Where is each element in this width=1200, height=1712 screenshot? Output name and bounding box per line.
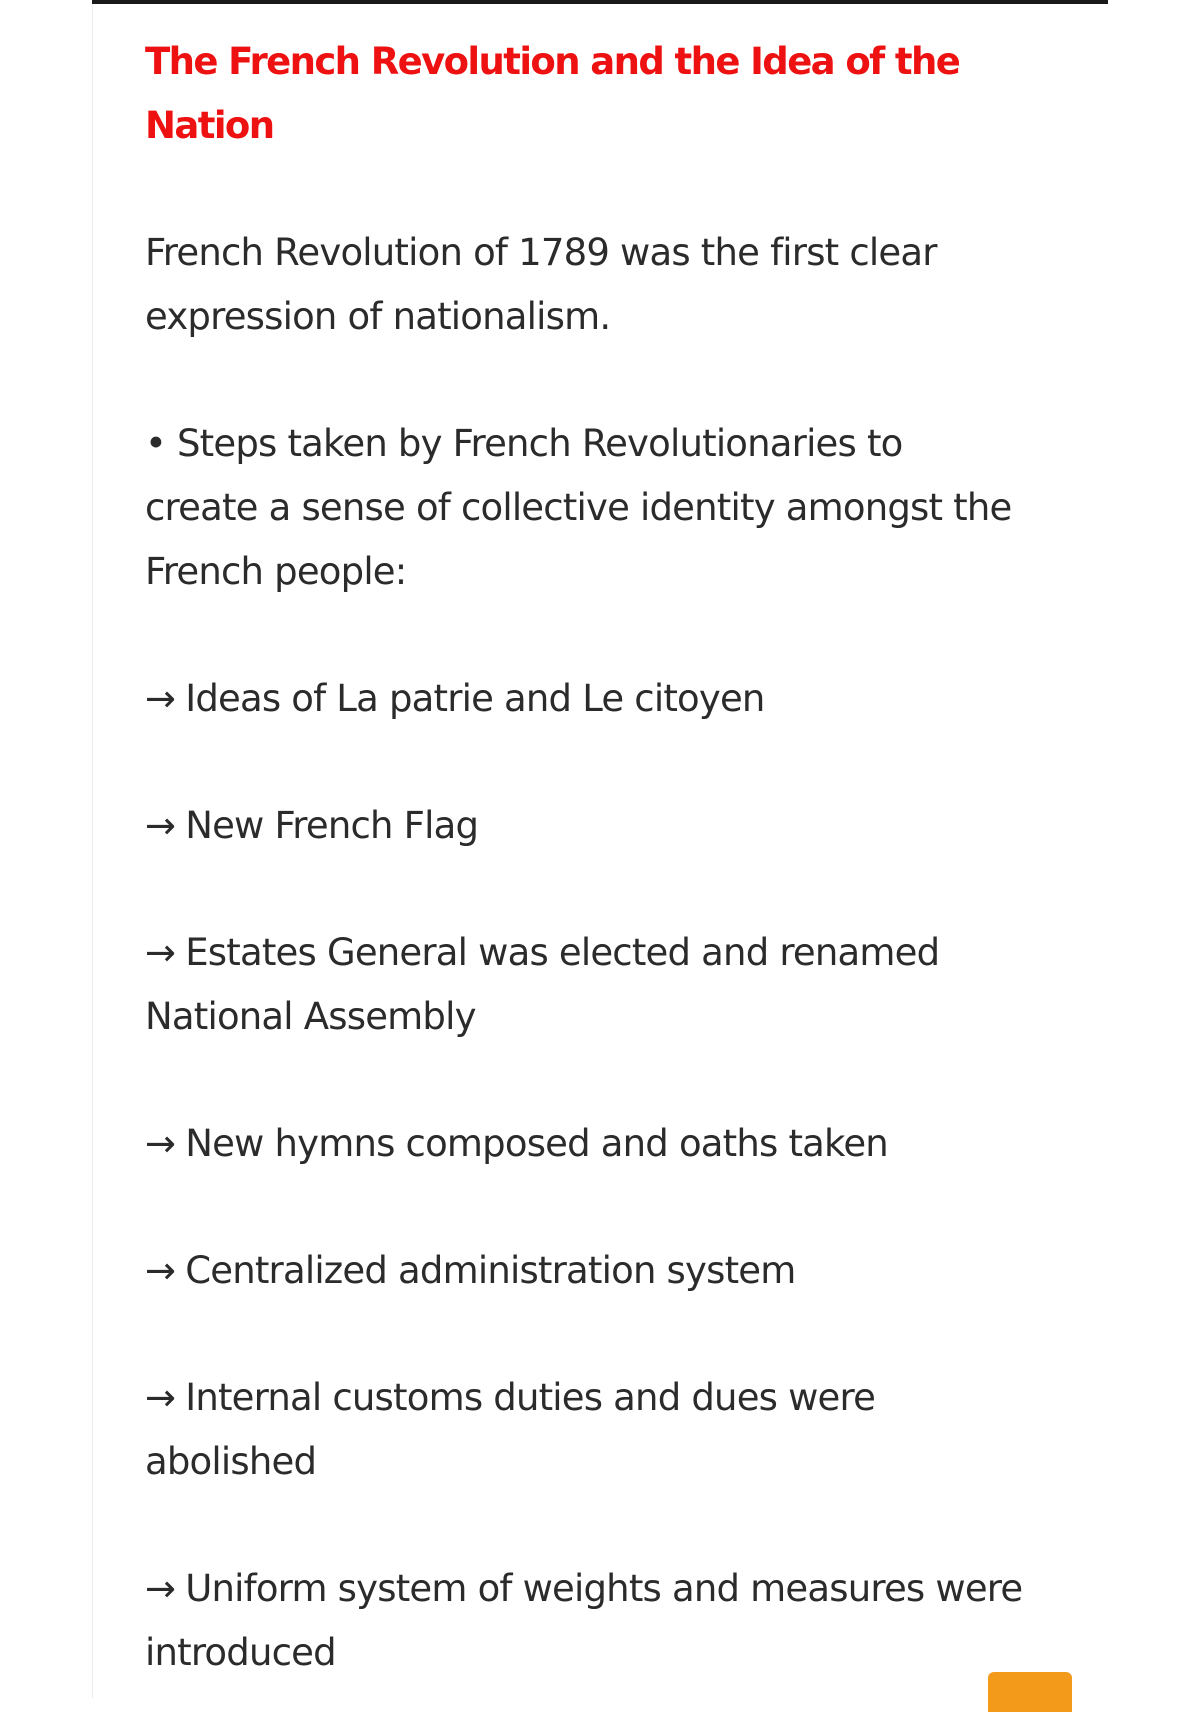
article-title: The French Revolution and the Idea of the Nation: [145, 40, 960, 147]
arrow-icon: →: [145, 1567, 176, 1610]
list-item-text: Uniform system of weights and measures were introduced: [145, 1567, 1023, 1674]
arrow-icon: →: [145, 1376, 176, 1419]
scroll-to-top-button[interactable]: [988, 1672, 1072, 1712]
list-item-text: Ideas of La patrie and Le citoyen: [185, 677, 765, 720]
list-item: [145, 1239, 1025, 1303]
arrow-icon: →: [145, 931, 176, 974]
intro-paragraph: French Revolution of 1789 was the first clear expression of nationalism.: [145, 231, 937, 338]
list-item: [145, 794, 1025, 858]
arrow-icon: →: [145, 1122, 176, 1165]
top-divider: [92, 0, 1108, 4]
arrow-icon: →: [145, 804, 176, 847]
list-item-text: Centralized administration system: [185, 1249, 796, 1292]
list-item: [145, 1557, 1025, 1685]
list-item: [145, 1112, 1025, 1176]
list-item: [145, 921, 1025, 1049]
list-item-text: Estates General was elected and renamed National Assembly: [145, 931, 940, 1038]
list-item: [145, 1366, 1025, 1494]
steps-heading: • Steps taken by French Revolutionaries to create a sense of collective identity amongst the French people:: [145, 422, 1012, 593]
list-item-text: New French Flag: [185, 804, 479, 847]
list-item-text: New hymns composed and oaths taken: [185, 1122, 888, 1165]
arrow-icon: →: [145, 677, 176, 720]
list-item-text: Internal customs duties and dues were abolished: [145, 1376, 876, 1483]
article-content: [145, 30, 1025, 1685]
arrow-icon: →: [145, 1249, 176, 1292]
list-item: [145, 667, 1025, 731]
